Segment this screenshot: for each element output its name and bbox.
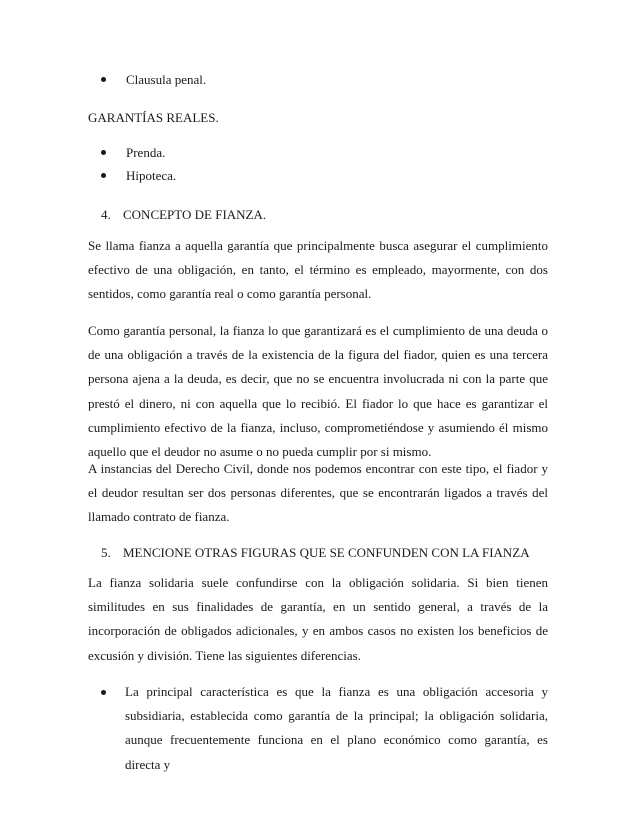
paragraph: Se llama fianza a aquella garantía que principalmente busca asegurar el cumplimiento efectivo de una obligación, en tanto, el término es empleado, mayormente, con dos sentidos, como garantía real o como garantía personal.	[88, 238, 548, 302]
bullet-icon	[101, 77, 106, 82]
list-item-text: Clausula penal.	[126, 72, 207, 87]
bullet-icon	[101, 690, 106, 695]
paragraph: Como garantía personal, la fianza lo que garantizará es el cumplimiento de una deuda o de una obligación a través de la existencia de la figura del fiador, quien es una tercera persona ajena a la deuda, es decir, que no se encuentra involucrada ni con la parte que prestó el dinero, ni con aquella que lo recibió. El fiador lo que hace es garantizar el cumplimiento efectivo de la fianza, incluso, comprometiéndose y asumiendo él mismo aquello que el deudor no asume o no pueda cumplir por si mismo.	[88, 323, 548, 460]
list-item-text: Prenda.	[126, 145, 166, 160]
bullet-icon	[101, 150, 106, 155]
section-title: MENCIONE OTRAS FIGURAS QUE SE CONFUNDEN CON LA FIANZA	[123, 545, 530, 560]
paragraph: La fianza solidaria suele confundirse con la obligación solidaria. Si bien tienen similitudes en sus finalidades de garantía, en un sentido general, a través de la incorporación de obligados adicionales, y en ambos casos no existen los beneficios de excusión y división. Tiene las siguientes diferencias.	[88, 575, 548, 663]
list-item-paragraph: La principal característica es que la fianza es una obligación accesoria y subsidiaria, establecida como garantía de la principal; la obligación solidaria, aunque frecuentemente funciona en el plano económico como garantía, es directa y	[125, 684, 548, 772]
list-item-text: Hipoteca.	[126, 168, 177, 183]
heading-garantias-reales: GARANTÍAS REALES.	[88, 110, 219, 125]
section-title: CONCEPTO DE FIANZA.	[123, 207, 267, 222]
section-number: 5.	[101, 545, 111, 560]
paragraph: A instancias del Derecho Civil, donde nos podemos encontrar con este tipo, el fiador y el deudor resultan ser dos personas diferentes, que se encontrarán ligados a través del llamado contrato de fianza.	[88, 461, 548, 525]
bullet-icon	[101, 173, 106, 178]
section-number: 4.	[101, 207, 111, 222]
section-heading-5	[101, 545, 530, 561]
section-heading-4	[101, 207, 266, 223]
